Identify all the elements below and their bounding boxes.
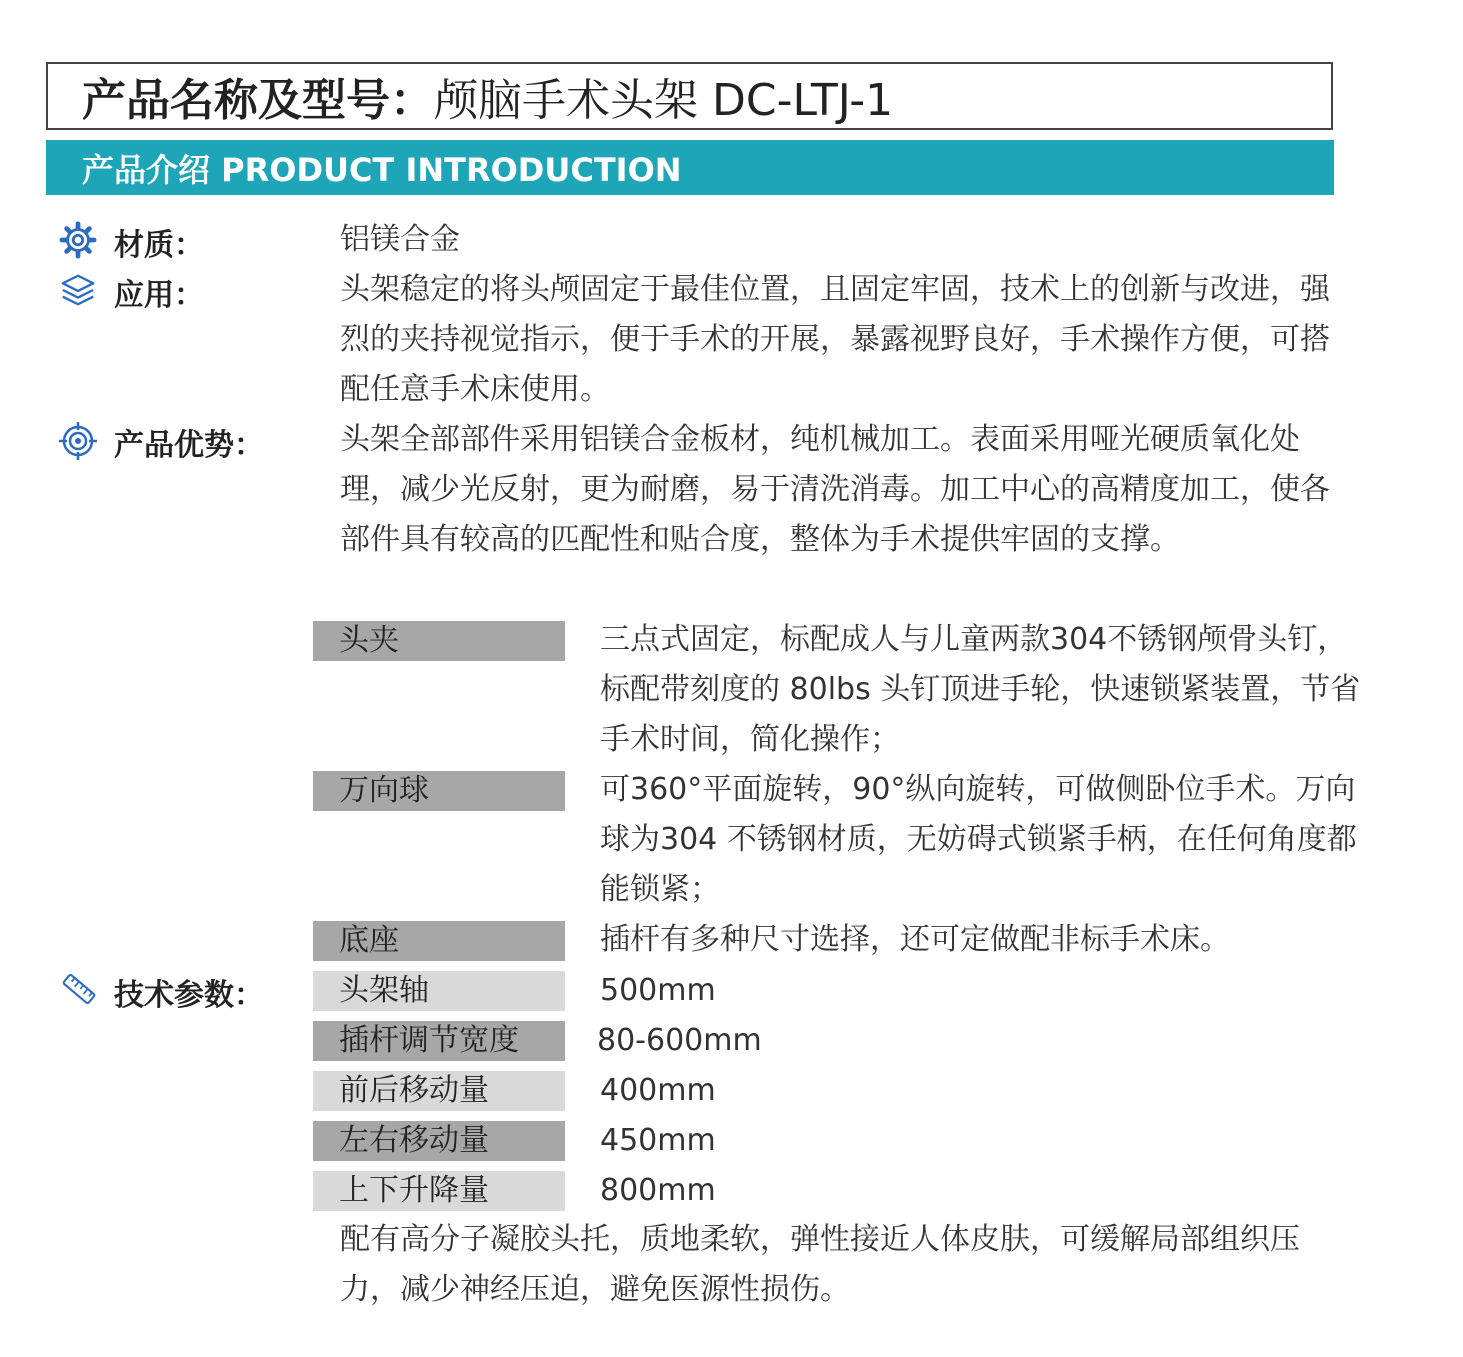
application-label: 应用： <box>114 278 204 313</box>
spec-name-up-down: 上下升降量 <box>313 1171 565 1211</box>
layers-icon <box>59 271 97 309</box>
specs-label: 技术参数： <box>114 978 264 1013</box>
product-title-label: 产品名称及型号： <box>82 75 434 126</box>
target-icon <box>58 421 98 461</box>
material-label: 材质： <box>114 228 204 263</box>
advantages-text: 头架全部部件采用铝镁合金板材，纯机械加工。表面采用哑光硬质氧化处理，减少光反射，更为耐磨，易于清洗消毒。加工中心的高精度加工，使各部件具有较高的匹配性和贴合度，整体为手术提供牢固的支撑。 <box>340 422 1330 557</box>
feature-tag-head-clamp: 头夹 <box>313 621 565 661</box>
feature-text-ball-joint: 可360°平面旋转，90°纵向旋转，可做侧卧位手术。万向球为304 不锈钢材质，无妨碍式锁紧手柄，在任何角度都能锁紧； <box>600 772 1357 907</box>
spec-name-left-right: 左右移动量 <box>313 1121 565 1161</box>
product-title-value: 颅脑手术头架 DC-LTJ-1 <box>434 75 894 126</box>
spec-name-front-back: 前后移动量 <box>313 1071 565 1111</box>
spec-name-rod-width: 插杆调节宽度 <box>313 1021 565 1061</box>
banner-text: 产品介绍 PRODUCT INTRODUCTION <box>82 150 682 189</box>
spec-value-rod-width: 80-600mm <box>597 1023 762 1058</box>
product-title-box <box>46 62 1333 130</box>
application-text: 头架稳定的将头颅固定于最佳位置，且固定牢固，技术上的创新与改进，强烈的夹持视觉指示，便于手术的开展，暴露视野良好，手术操作方便，可搭配任意手术床使用。 <box>340 272 1330 407</box>
specs-note: 配有高分子凝胶头托，质地柔软，弹性接近人体皮肤，可缓解局部组织压力，减少神经压迫，避免医源性损伤。 <box>340 1222 1300 1307</box>
ruler-icon <box>60 970 98 1008</box>
spec-value-front-back: 400mm <box>600 1073 716 1108</box>
section-banner <box>46 140 1334 195</box>
feature-tag-base: 底座 <box>313 921 565 961</box>
advantages-label: 产品优势： <box>114 428 264 463</box>
gear-icon <box>59 221 97 259</box>
spec-value-frame-axis: 500mm <box>600 973 716 1008</box>
feature-text-head-clamp: 三点式固定，标配成人与儿童两款304不锈钢颅骨头钉，标配带刻度的 80lbs 头钉顶进手轮，快速锁紧装置，节省手术时间，简化操作； <box>600 622 1361 757</box>
spec-value-up-down: 800mm <box>600 1173 716 1208</box>
material-text: 铝镁合金 <box>340 222 460 257</box>
spec-name-frame-axis: 头架轴 <box>313 971 565 1011</box>
feature-tag-ball-joint: 万向球 <box>313 771 565 811</box>
spec-value-left-right: 450mm <box>600 1123 716 1158</box>
feature-text-base: 插杆有多种尺寸选择，还可定做配非标手术床。 <box>600 922 1230 957</box>
